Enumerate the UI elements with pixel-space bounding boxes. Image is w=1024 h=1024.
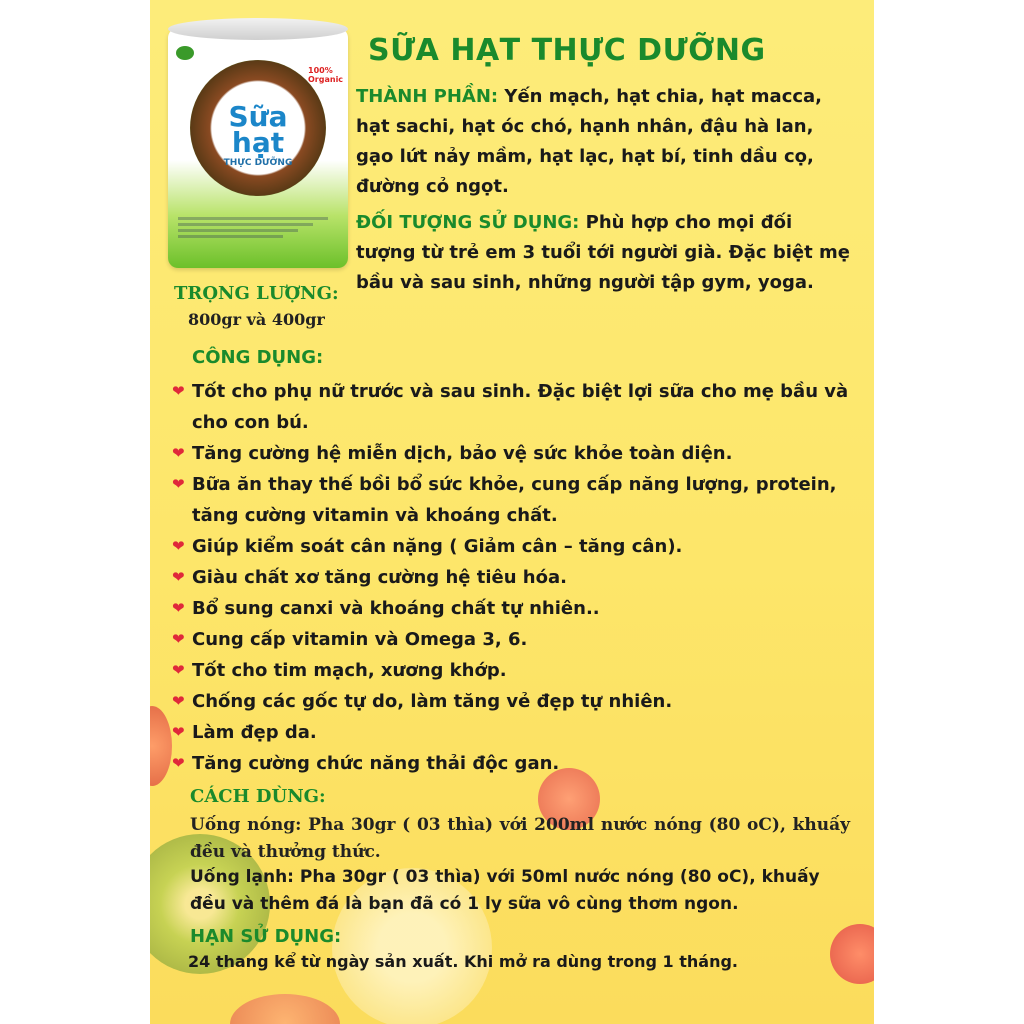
target-label: ĐỐI TƯỢNG SỬ DỤNG: — [356, 212, 580, 233]
brand-logo-icon — [176, 46, 194, 60]
strawberry-bottom-deco — [230, 994, 340, 1024]
weight-label: TRỌNG LƯỢNG: — [174, 283, 339, 304]
heart-icon: ❤ — [172, 382, 185, 400]
heart-icon: ❤ — [172, 537, 185, 555]
can-brand-line1: Sữa — [228, 100, 288, 133]
list-item: ❤ Bữa ăn thay thế bồi bổ sức khỏe, cung cấp năng lượng, protein, tăng cường vitamin và khoáng chất. — [170, 469, 860, 531]
can-fine-print — [178, 214, 328, 241]
can-brand-line2: hạt — [231, 126, 285, 159]
list-item: ❤ Bổ sung canxi và khoáng chất tự nhiên.. — [170, 593, 860, 624]
list-item: ❤ Giúp kiểm soát cân nặng ( Giảm cân – tăng cân). — [170, 531, 860, 562]
benefits-list — [170, 376, 860, 779]
ingredients-text: Yến mạch, hạt chia, hạt macca, hạt sachi, hạt óc chó, hạnh nhân, đậu hà lan, gạo lứt nảy mầm, hạt lạc, hạt bí, tinh dầu cọ, đường cỏ ngọt. — [356, 86, 823, 197]
heart-icon: ❤ — [172, 444, 185, 462]
usage-cold-text: Uống lạnh: Pha 30gr ( 03 thìa) với 50ml nước nóng (80 oC), khuấy đều và thêm đá là bạn đã có 1 ly sữa vô cùng thơm ngon. — [190, 867, 820, 914]
expiry-label: HẠN SỬ DỤNG: — [190, 926, 342, 947]
heart-icon: ❤ — [172, 599, 185, 617]
can-brand-name — [202, 100, 314, 159]
usage-label: CÁCH DÙNG: — [190, 786, 326, 807]
heart-icon: ❤ — [172, 692, 185, 710]
organic-badge: 100% Organic — [308, 66, 344, 84]
list-item: ❤ Cung cấp vitamin và Omega 3, 6. — [170, 624, 860, 655]
page-title: SỮA HẠT THỰC DƯỠNG — [368, 33, 766, 68]
list-item: ❤ Chống các gốc tự do, làm tăng vẻ đẹp tự nhiên. — [170, 686, 860, 717]
list-item: ❤ Làm đẹp da. — [170, 717, 860, 748]
weight-value: 800gr và 400gr — [188, 310, 325, 329]
can-lid — [168, 18, 348, 40]
target-text: Phù hợp cho mọi đối tượng từ trẻ em 3 tuổi tới người già. Đặc biệt mẹ bầu và sau sinh, những người tập gym, yoga. — [356, 212, 850, 293]
strawberry-left-deco — [150, 706, 172, 786]
usage-hot-text: Uống nóng: Pha 30gr ( 03 thìa) với 200ml nước nóng (80 oC), khuấy đều và thưởng thức. — [190, 815, 850, 862]
expiry-text: 24 thang kể từ ngày sản xuất. Khi mở ra dùng trong 1 tháng. — [188, 952, 738, 971]
heart-icon: ❤ — [172, 475, 185, 493]
list-item: ❤ Tăng cường hệ miễn dịch, bảo vệ sức khỏe toàn diện. — [170, 438, 860, 469]
can-subtitle: THỰC DƯỠNG — [223, 158, 293, 168]
target-block — [356, 208, 856, 298]
list-item: ❤ Tăng cường chức năng thải độc gan. — [170, 748, 860, 779]
heart-icon: ❤ — [172, 754, 185, 772]
heart-icon: ❤ — [172, 661, 185, 679]
product-can-image — [168, 18, 348, 270]
list-item: ❤ Giàu chất xơ tăng cường hệ tiêu hóa. — [170, 562, 860, 593]
heart-icon: ❤ — [172, 630, 185, 648]
heart-icon: ❤ — [172, 568, 185, 586]
benefits-label: CÔNG DỤNG: — [192, 347, 324, 368]
heart-icon: ❤ — [172, 723, 185, 741]
list-item: ❤ Tốt cho tim mạch, xương khớp. — [170, 655, 860, 686]
ingredients-label: THÀNH PHẦN: — [356, 86, 499, 107]
ingredients-block — [356, 82, 856, 202]
list-item: ❤ Tốt cho phụ nữ trước và sau sinh. Đặc biệt lợi sữa cho mẹ bầu và cho con bú. — [170, 376, 860, 438]
poster — [150, 0, 874, 1024]
